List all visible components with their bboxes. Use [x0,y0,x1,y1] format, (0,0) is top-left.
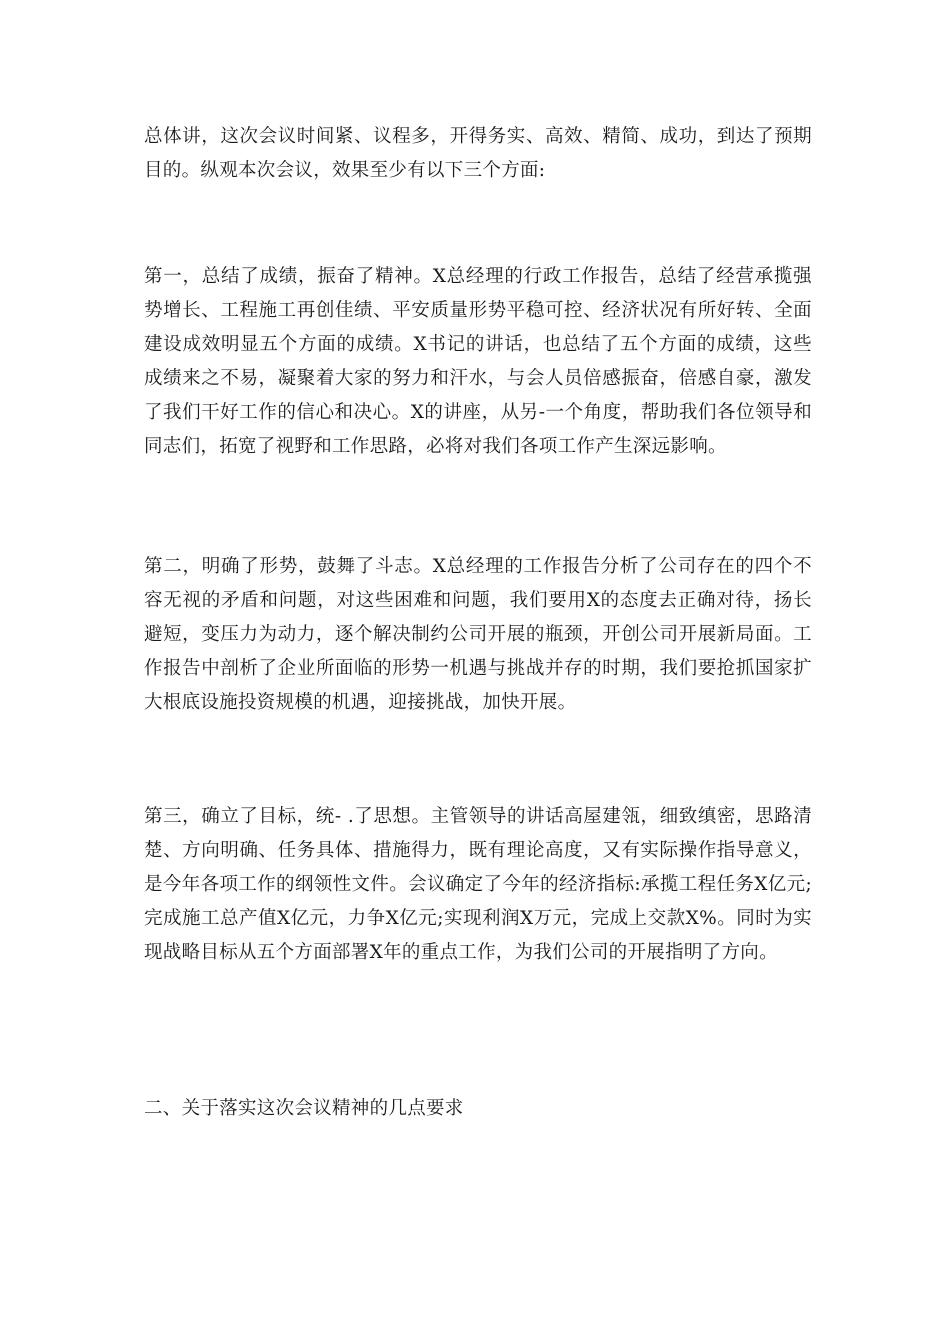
paragraph-third-point: 第三，确立了目标，统- .了思想。主管领导的讲话高屋建瓴，细致缜密，思路清楚、方向明确、任务具体、措施得力，既有理论高度，又有实际操作指导意义，是今年各项工作的纲领性文件。会议确定了今年的经济指标:承揽工程任务X亿元;完成施工总产值X亿元，力争X亿元;实现利润X万元，完成上交款X%。同时为实现战略目标从五个方面部署X年的重点工作，为我们公司的开展指明了方向。 [144,806,812,963]
paragraph-summary: 总体讲，这次会议时间紧、议程多，开得务实、高效、精简、成功，到达了预期目的。纵观本次会议，效果至少有以下三个方面: [144,126,812,181]
section-heading: 二、关于落实这次会议精神的几点要求 [144,1098,464,1119]
paragraph-second-point: 第二，明确了形势，鼓舞了斗志。X总经理的工作报告分析了公司存在的四个不容无视的矛盾和问题，对这些困难和问题，我们要用X的态度去正确对待，扬长避短，变压力为动力，逐个解决制约公司开展的瓶颈，开创公司开展新局面。工作报告中剖析了企业所面临的形势一机遇与挑战并存的时期，我们要抢抓国家扩大根底设施投资规模的机遇，迎接挑战，加快开展。 [144,556,812,713]
paragraph-first-point: 第一，总结了成绩，振奋了精神。X总经理的行政工作报告，总结了经营承揽强势增长、工程施工再创佳绩、平安质量形势平稳可控、经济状况有所好转、全面建设成效明显五个方面的成绩。X书记的讲话，也总结了五个方面的成绩，这些成绩来之不易，凝聚着大家的努力和汗水，与会人员倍感振奋，倍感自豪，激发了我们干好工作的信心和决心。X的讲座，从另-一个角度，帮助我们各位领导和同志们，拓宽了视野和工作思路，必将对我们各项工作产生深远影响。 [144,266,812,457]
